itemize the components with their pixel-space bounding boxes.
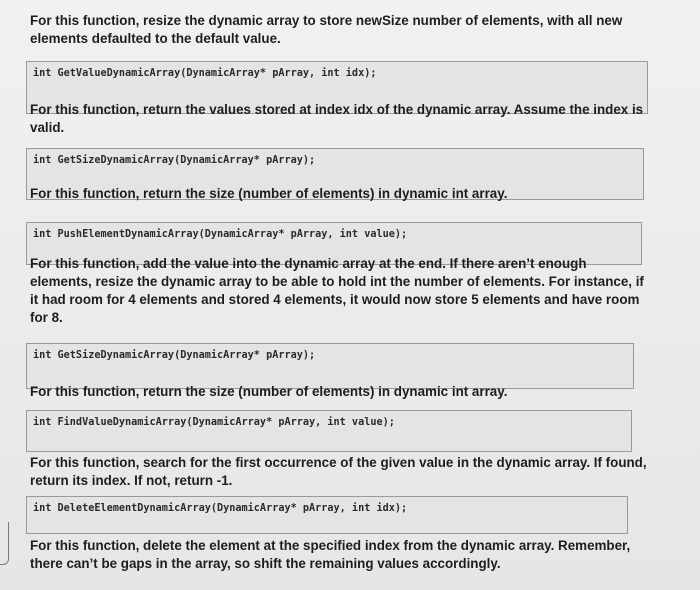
delete-element-description: For this function, delete the element at the specified index from the dynamic array. Remember, there can’t be gaps in the array, so shift the remaining values accordingly.: [30, 538, 631, 571]
page-edge-mark: [0, 522, 9, 565]
delete-element-signature: int DeleteElementDynamicArray(DynamicArray* pArray, int idx);: [26, 496, 628, 534]
get-size-signature: int GetSizeDynamicArray(DynamicArray* pArray);: [26, 148, 644, 200]
get-size-description-repeat: For this function, return the size (number of elements) in dynamic int array.: [30, 384, 508, 399]
push-element-signature: int PushElementDynamicArray(DynamicArray* pArray, int value);: [26, 222, 642, 265]
push-element-description: For this function, add the value into the dynamic array at the end. If there aren’t enough elements, resize the dynamic array to be able to hold int the number of elements. For instance, if it had room for 4 elements and stored 4 elements, it would now store 5 elements and have room for 8.: [30, 256, 644, 325]
get-value-signature: int GetValueDynamicArray(DynamicArray* pArray, int idx);: [26, 61, 648, 114]
get-size-signature-repeat: int GetSizeDynamicArray(DynamicArray* pArray);: [26, 343, 634, 389]
resize-description: For this function, resize the dynamic array to store newSize number of elements, with all new elements defaulted to the default value.: [30, 13, 623, 46]
get-size-description: For this function, return the size (number of elements) in dynamic int array.: [30, 186, 508, 201]
find-value-signature: int FindValueDynamicArray(DynamicArray* pArray, int value);: [26, 410, 632, 452]
get-value-description: For this function, return the values stored at index idx of the dynamic array. Assume the index is valid.: [30, 102, 644, 135]
find-value-description: For this function, search for the first occurrence of the given value in the dynamic array. If found, return its index. If not, return -1.: [30, 455, 647, 488]
